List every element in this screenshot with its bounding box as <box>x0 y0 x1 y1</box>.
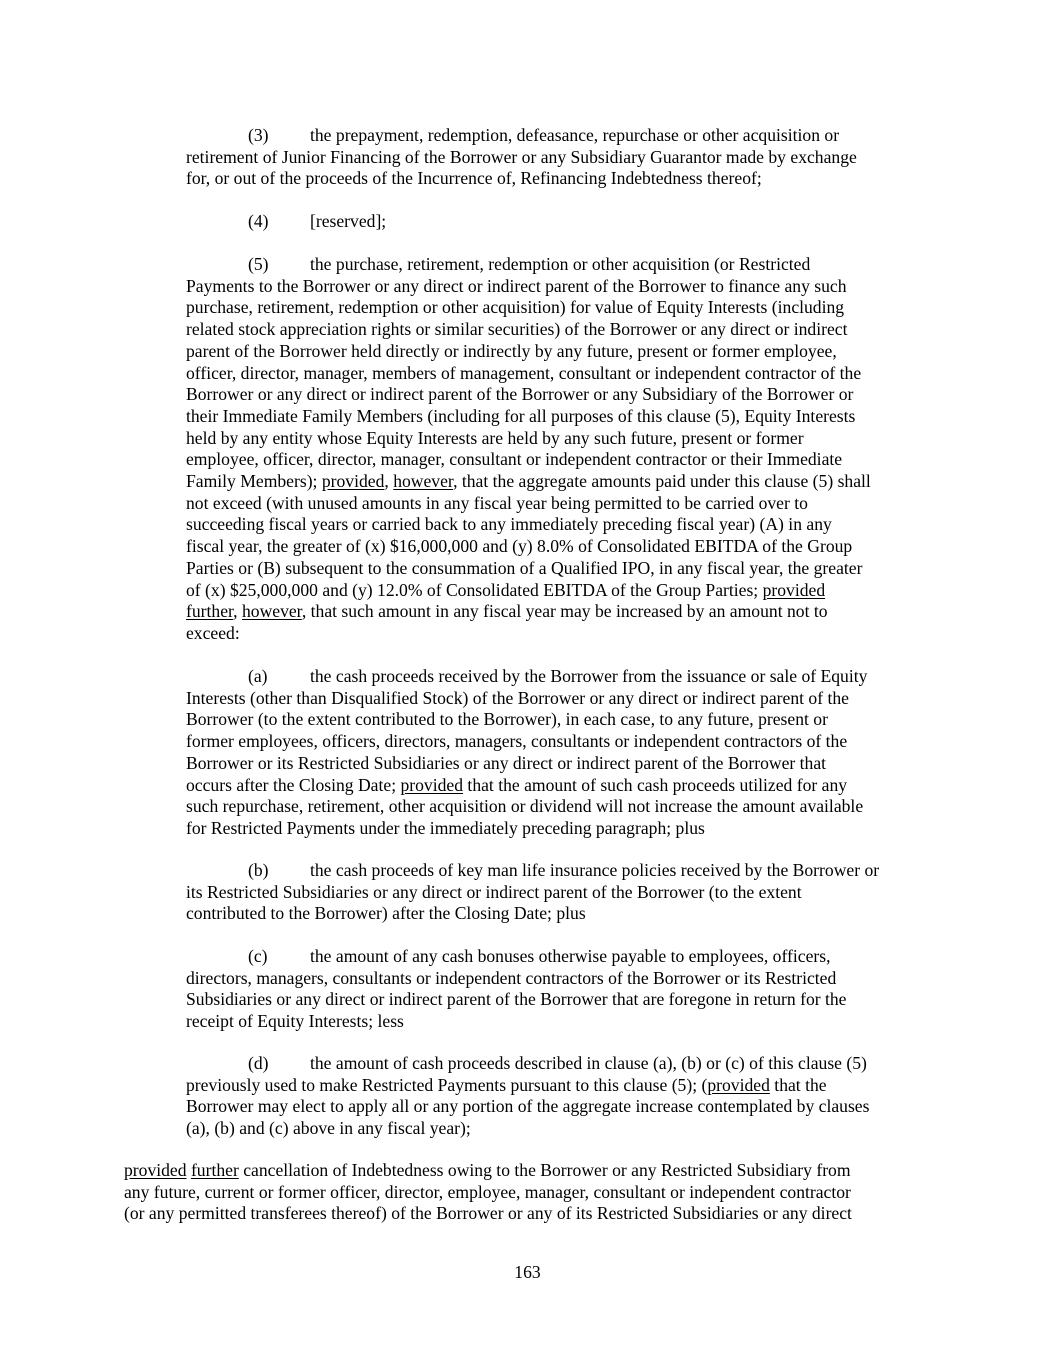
clause-text: such repurchase, retirement, other acquisition or dividend will not increase the amount available <box>186 796 864 817</box>
clause-text: Borrower or its Restricted Subsidiaries or any direct or indirect parent of the Borrower that <box>186 752 827 773</box>
clause-number: (5) <box>248 254 269 274</box>
clause-text: directors, managers, consultants or independent contractors of the Borrower or its Restricted <box>186 967 837 988</box>
clause-text: purchase, retirement, redemption or other acquisition) for value of Equity Interests (including <box>186 297 845 318</box>
clause-text: Interests (other than Disqualified Stock) of the Borrower or any direct or indirect parent of the <box>186 687 849 708</box>
clause-text: Borrower (to the extent contributed to the Borrower), in each case, to any future, present or <box>186 709 828 730</box>
clause-text: their Immediate Family Members (including for all purposes of this clause (5), Equity Interests <box>186 405 856 426</box>
clause-text: the amount of any cash bonuses otherwise payable to employees, officers, <box>310 946 831 966</box>
underlined-term: provided <box>762 579 826 600</box>
clause-text: the purchase, retirement, redemption or other acquisition (or Restricted <box>310 254 811 274</box>
clause-d <box>186 1053 946 1140</box>
proviso-paragraph <box>124 1160 924 1225</box>
clause-text: Borrower or any direct or indirect parent of the Borrower or any Subsidiary of the Borrower or <box>186 384 854 405</box>
clause-text: for, or out of the proceeds of the Incurrence of, Refinancing Indebtedness thereof; <box>186 168 762 189</box>
clause-text: , that the aggregate amounts paid under this clause (5) shall <box>453 471 871 492</box>
clause-5 <box>186 254 946 645</box>
clause-text: the cash proceeds received by the Borrower from the issuance or sale of Equity <box>310 666 868 686</box>
clause-b <box>186 860 946 925</box>
clause-text: Family Members); <box>186 471 322 492</box>
clause-text: that the amount of such cash proceeds utilized for any <box>463 774 848 795</box>
clause-text: related stock appreciation rights or similar securities) of the Borrower or any direct or indirect <box>186 319 848 340</box>
clause-text: of (x) $25,000,000 and (y) 12.0% of Consolidated EBITDA of the Group Parties; <box>186 579 763 600</box>
clause-text: officer, director, manager, members of management, consultant or independent contractor of the <box>186 362 862 383</box>
clause-number: (a) <box>248 666 268 686</box>
clause-c <box>186 946 946 1033</box>
clause-text: not exceed (with unused amounts in any fiscal year being permitted to be carried over to <box>186 492 808 513</box>
clause-number: (c) <box>248 946 268 966</box>
clause-text: (or any permitted transferees thereof) of the Borrower or any of its Restricted Subsidiaries or any direct <box>124 1203 852 1224</box>
clause-text: Subsidiaries or any direct or indirect parent of the Borrower that are foregone in return for the <box>186 989 847 1010</box>
clause-text: , <box>233 601 242 622</box>
clause-text: for Restricted Payments under the immediately preceding paragraph; plus <box>186 817 705 838</box>
clause-number: (b) <box>248 860 269 880</box>
clause-number: (4) <box>248 211 269 231</box>
clause-text: the prepayment, redemption, defeasance, repurchase or other acquisition or <box>310 125 840 145</box>
clause-text: succeeding fiscal years or carried back to any immediately preceding fiscal year) (A) in any <box>186 514 832 535</box>
clause-3 <box>186 125 946 190</box>
clause-text: that the <box>769 1074 827 1095</box>
clause-text: any future, current or former officer, director, employee, manager, consultant or independent contractor <box>124 1181 851 1202</box>
clause-text: , that such amount in any fiscal year may be increased by an amount not to <box>301 601 828 622</box>
clause-text: exceed: <box>186 622 240 643</box>
clause-number: (3) <box>248 125 269 145</box>
underlined-term: provided <box>400 774 464 795</box>
clause-text: fiscal year, the greater of (x) $16,000,000 and (y) 8.0% of Consolidated EBITDA of the Group <box>186 536 853 557</box>
clause-text: employee, officer, director, manager, consultant or independent contractor or their Immediate <box>186 449 843 470</box>
clause-text: [reserved]; <box>310 211 387 231</box>
clause-text: the cash proceeds of key man life insurance policies received by the Borrower or <box>310 860 880 880</box>
clause-text: previously used to make Restricted Payments pursuant to this clause (5); ( <box>186 1074 708 1095</box>
underlined-term: further <box>186 601 234 622</box>
clause-text: Parties or (B) subsequent to the consummation of a Qualified IPO, in any fiscal year, the greater <box>186 557 863 578</box>
clause-number: (d) <box>248 1053 269 1073</box>
page-number: 163 <box>514 1262 541 1282</box>
clause-a <box>186 666 946 840</box>
clause-text: cancellation of Indebtedness owing to the Borrower or any Restricted Subsidiary from <box>238 1160 851 1180</box>
underlined-term: provided <box>321 471 385 492</box>
clause-text: occurs after the Closing Date; <box>186 774 401 795</box>
clause-text: Payments to the Borrower or any direct or indirect parent of the Borrower to finance any such <box>186 275 847 296</box>
clause-4 <box>186 211 946 233</box>
clause-text: the amount of cash proceeds described in clause (a), (b) or (c) of this clause (5) <box>310 1053 867 1073</box>
clause-text: its Restricted Subsidiaries or any direct or indirect parent of the Borrower (to the extent <box>186 881 802 902</box>
underlined-term: provided <box>707 1074 770 1095</box>
underlined-term: however <box>393 471 454 492</box>
clause-text: held by any entity whose Equity Interests are held by any such future, present or former <box>186 427 804 448</box>
underlined-term: provided <box>124 1160 187 1180</box>
clause-text: (a), (b) and (c) above in any fiscal year); <box>186 1118 471 1139</box>
clause-text: retirement of Junior Financing of the Borrower or any Subsidiary Guarantor made by exchange <box>186 146 857 167</box>
underlined-term: however <box>241 601 302 622</box>
clause-text: contributed to the Borrower) after the Closing Date; plus <box>186 903 586 924</box>
clause-text: receipt of Equity Interests; less <box>186 1011 404 1032</box>
clause-text: , <box>384 471 394 492</box>
underlined-term: further <box>190 1160 239 1180</box>
clause-text: former employees, officers, directors, managers, consultants or independent contractors of the <box>186 731 848 752</box>
clause-text: parent of the Borrower held directly or indirectly by any future, present or former employee, <box>186 340 837 361</box>
clause-text: Borrower may elect to apply all or any portion of the aggregate increase contemplated by clauses <box>186 1096 870 1117</box>
